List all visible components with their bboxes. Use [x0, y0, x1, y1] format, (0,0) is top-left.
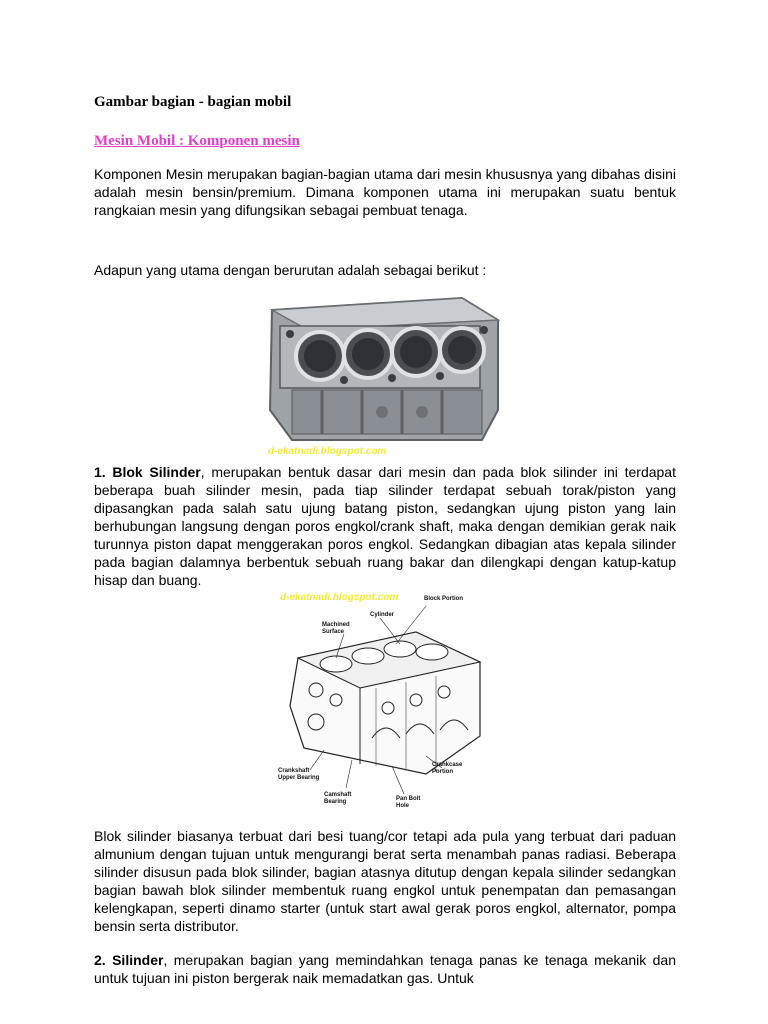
label-machined-2: Surface [322, 629, 345, 635]
label-camshaft-1: Camshaft [324, 792, 352, 798]
page-title: Gambar bagian - bagian mobil [94, 94, 292, 110]
engine-block-photo [262, 290, 508, 460]
photo-watermark: d-ekatnadi.blogspot.com [268, 446, 387, 457]
section-1-paragraph [94, 463, 676, 589]
label-crankcase-1: Crankcase [432, 762, 463, 768]
label-pan-bolt-1: Pan Bolt [396, 796, 421, 802]
label-camshaft-2: Bearing [324, 799, 347, 805]
label-pan-bolt-2: Hole [396, 803, 410, 809]
label-crankcase-2: Portion [432, 769, 453, 775]
section-2-heading: 2. Silinder [94, 952, 164, 968]
label-crankshaft-2: Upper Bearing [278, 775, 320, 781]
label-block-portion: Block Portion [424, 596, 464, 602]
block-material-paragraph: Blok silinder biasanya terbuat dari besi tuang/cor tetapi ada pula yang terbuat dari paduan almunium dengan tujuan untuk mengurangi berat serta menambah panas radiasi. Beberapa silinder disusun pada blok silinder, bagian atasnya ditutup dengan kepala silinder sedangkan bagian bawah blok silinder membentuk ruang engkol untuk penempatan dan pemasangan kelengkapan, seperti dinamo starter (untuk start awal gerak poros engkol, alternator, pompa bensin serta distributor. [94, 828, 676, 934]
section-link-subtitle[interactable]: Mesin Mobil : Komponen mesin [94, 133, 300, 149]
section-2-paragraph [94, 951, 676, 987]
engine-block-diagram [276, 588, 492, 812]
label-machined-1: Machined [322, 622, 350, 628]
intro-paragraph: Komponen Mesin merupakan bagian-bagian utama dari mesin khususnya yang dibahas disini adalah mesin bensin/premium. Dimana komponen utama ini merupakan suatu bentuk rangkaian mesin yang difungsikan sebagai pembuat tenaga. [94, 166, 676, 218]
label-cylinder: Cylinder [370, 612, 395, 618]
section-2-text: , merupakan bagian yang memindahkan tenaga panas ke tenaga mekanik dan untuk tujuan ini piston bergerak naik memadatkan gas. Untuk [94, 952, 676, 986]
diagram-watermark: d-ekatnadi.blogspot.com [280, 592, 399, 603]
lead-paragraph: Adapun yang utama dengan berurutan adalah sebagai berikut : [94, 262, 487, 278]
section-1-heading: 1. Blok Silinder [94, 464, 201, 480]
section-1-text: , merupakan bentuk dasar dari mesin dan pada blok silinder ini terdapat beberapa buah silinder mesin, pada tiap silinder terdapat sebuah torak/piston yang dipasangkan pada salah satu ujung batang piston, sedangkan ujung piston yang lain berhubungan langsung dengan poros engkol/crank shaft, maka dengan demikian gerak naik turunnya piston dapat menggerakan poros engkol. Sedangkan dibagian atas kepala silinder pada bagian dalamnya berbentuk sebuah ruang bakar dan dilengkapi dengan katup-katup hisap dan buang. [94, 464, 676, 588]
label-crankshaft-1: Crankshaft [278, 768, 310, 774]
